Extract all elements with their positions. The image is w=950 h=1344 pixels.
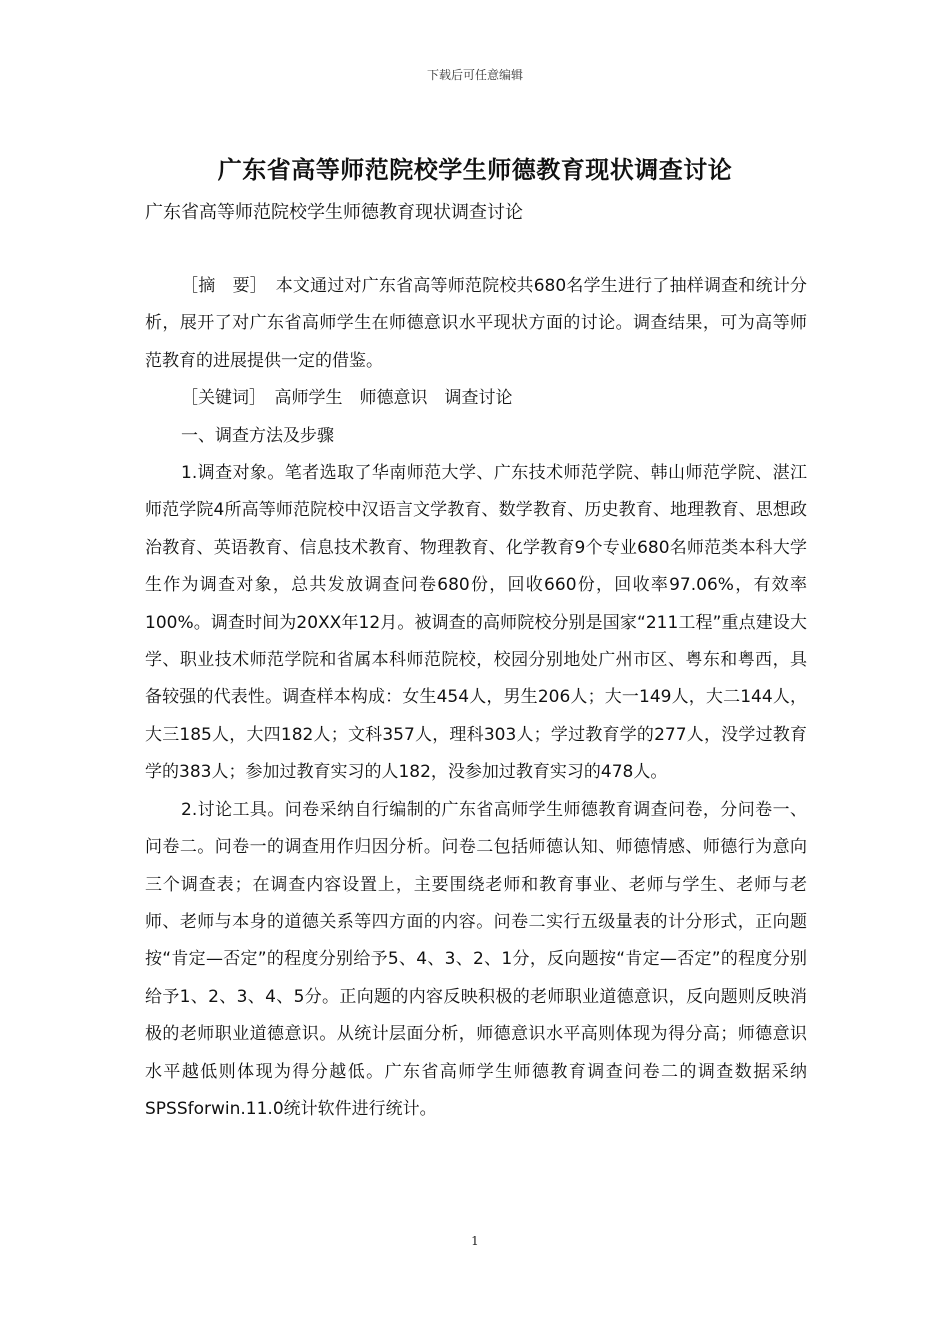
keywords-paragraph: ［关键词］ 高师学生 师德意识 调查讨论 <box>181 388 513 409</box>
page-title: 广东省高等师范院校学生师德教育现状调查讨论 <box>217 156 733 184</box>
survey-subjects-paragraph: 1.调查对象。笔者选取了华南师范大学、广东技术师范学院、韩山师范学院、湛江师范学院4所高等师范院校中汉语言文学教育、数学教育、历史教育、地理教育、思想政治教育、英语教育、信息技术教育、物理教育、化学教育9个专业680名师范类本科大学生作为调查对象，总共发放调查问卷680份，回收660份，回收率97.06%，有效率100%。调查时间为20XX年12月。被调查的高师院校分别是国家“211工程”重点建设大学、职业技术师范学院和省属本科师范院校，校园分别地处广州市区、粤东和粤西，具备较强的代表性。调查样本构成：女生454人，男生206人；大一149人，大二144人，大三185人，大四182人；文科357人，理科303人；学过教育学的277人，没学过教育学的383人；参加过教育实习的人182，没参加过教育实习的478人。 <box>145 463 807 783</box>
abstract-paragraph: ［摘 要］ 本文通过对广东省高等师范院校共680名学生进行了抽样调查和统计分析，展开了对广东省高师学生在师德意识水平现状方面的讨论。调查结果，可为高等师范教育的进展提供一定的借鉴。 <box>145 276 807 371</box>
body-text <box>145 268 807 1128</box>
header-note: 下载后可任意编辑 <box>426 68 523 82</box>
research-tools-paragraph: 2.讨论工具。问卷采纳自行编制的广东省高师学生师德教育调查问卷，分问卷一、问卷二。问卷一的调查用作归因分析。问卷二包括师德认知、师德情感、师德行为意向三个调查表；在调查内容设置上，主要围绕老师和教育事业、老师与学生、老师与老师、老师与本身的道德关系等四方面的内容。问卷二实行五级量表的计分形式，正向题按“肯定—否定”的程度分别给予5、4、3、2、1分，反向题按“肯定—否定”的程度分别给予1、2、3、4、5分。正向题的内容反映积极的老师职业道德意识，反向题则反映消极的老师职业道德意识。从统计层面分析，师德意识水平高则体现为得分高；师德意识水平越低则体现为得分越低。广东省高师学生师德教育调查问卷二的调查数据采纳SPSSforwin.11.0统计软件进行统计。 <box>145 799 807 1119</box>
page-number: 1 <box>471 1234 479 1248</box>
section-heading: 一、调查方法及步骤 <box>181 425 334 446</box>
subtitle: 广东省高等师范院校学生师德教育现状调查讨论 <box>145 202 523 223</box>
